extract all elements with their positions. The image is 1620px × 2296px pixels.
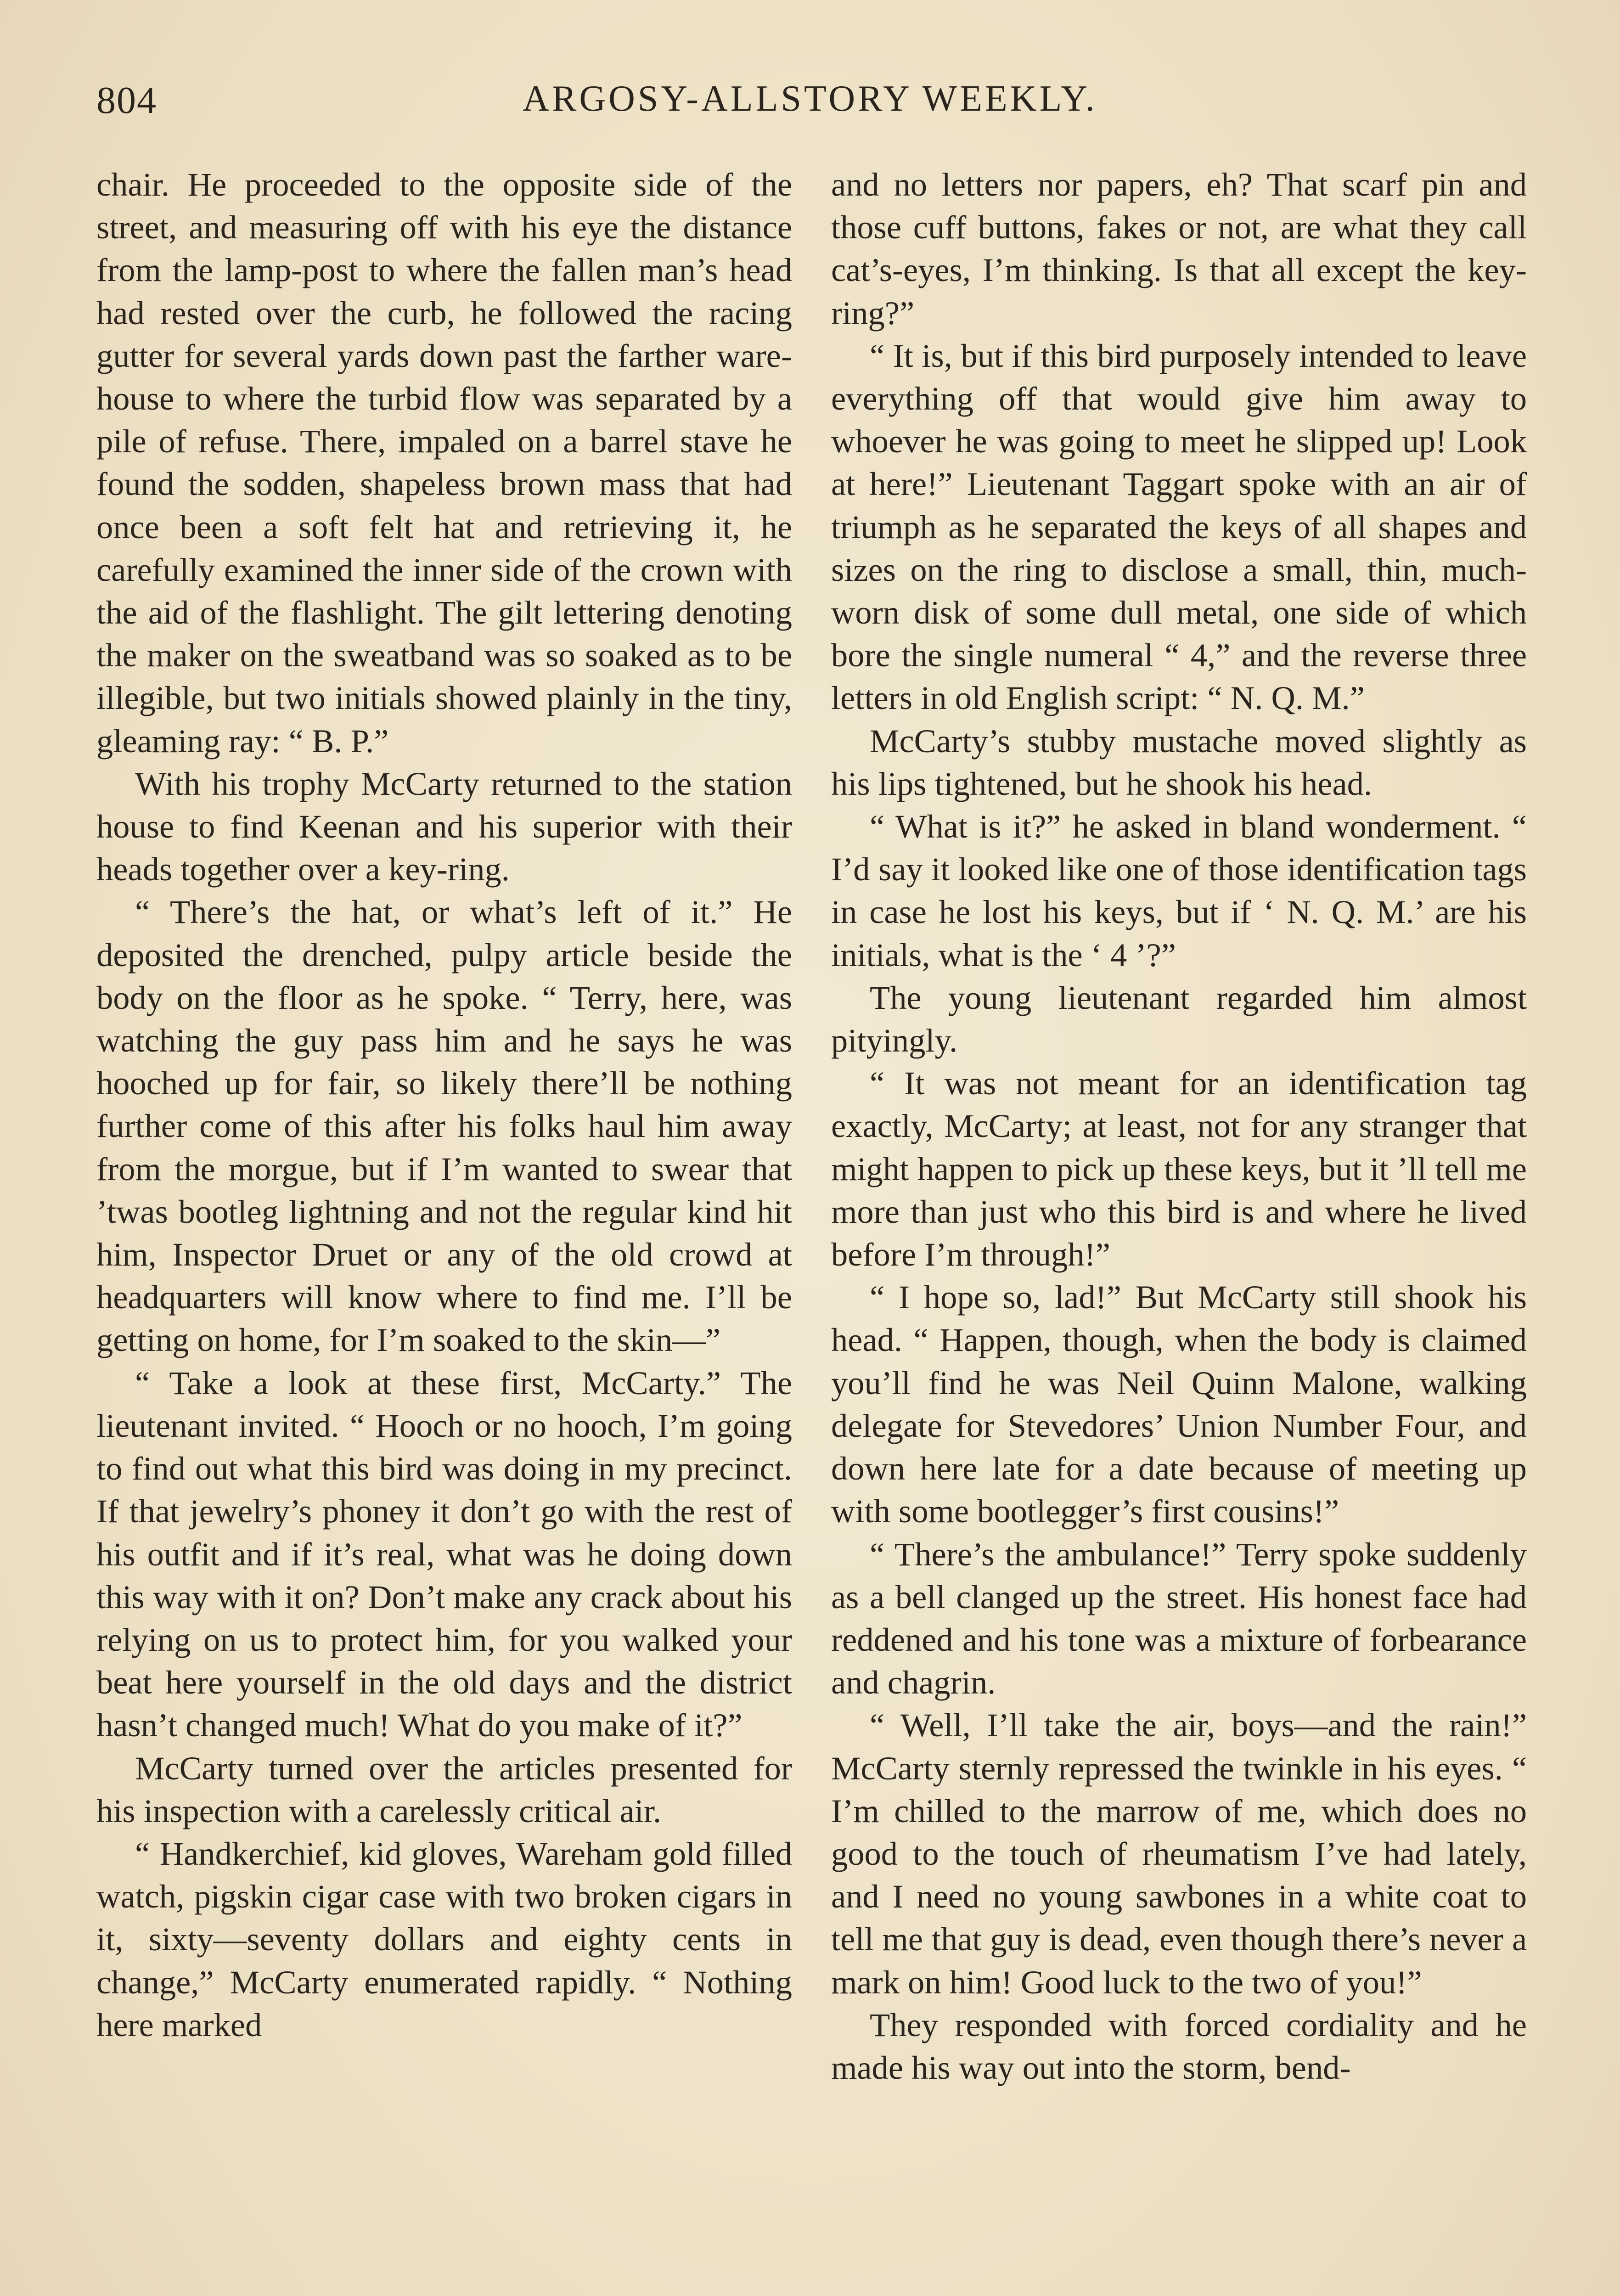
page-number: 804 [96, 79, 157, 122]
page-header [96, 78, 1524, 129]
right-column [831, 163, 1527, 2089]
running-head: ARGOSY-ALLSTORY WEEKLY. [523, 79, 1097, 119]
paragraph: “ Take a look at these first, McCarty.” The lieutenant invited. “ Hooch or no hooch, I’m going to find out what this bird was doing in my precinct. If that jewelry’s phoney it don’t go with the rest of his outfit and if it’s real, what was he doing down this way with it on? Don’t make any crack about his relying on us to protect him, for you walked your beat here yourself in the old days and the district hasn’t changed much! What do you make of it?” [96, 1364, 792, 1744]
paragraph: “ There’s the hat, or what’s left of it.” He deposited the drenched, pulpy article beside the body on the floor as he spoke. “ Terry, here, was watching the guy pass him and he says he was hooched up for fair, so likely there’ll be nothing further come of this after his folks haul him away from the morgue, but if I’m wanted to swear that ’twas bootleg lightning and not the regular kind hit him, Inspector Druet or any of the old crowd at headquarters will know where to find me. I’ll be getting on home, for I’m soaked to the skin—” [96, 893, 792, 1359]
paragraph: “ What is it?” he asked in bland wonderment. “ I’d say it looked like one of those identification tags in case he lost his keys, but if ‘ N. Q. M.’ are his initials, what is the ‘ 4 ’?” [831, 808, 1527, 974]
paragraph: “ It is, but if this bird purposely intended to leave everything off that would give him away to whoever he was going to meet he slipped up! Look at here!” Lieutenant Taggart spoke with an air of triumph as he separated the keys of all shapes and sizes on the ring to disclose a small, thin, muchworn disk of some dull metal, one side of which bore the single numeral “ 4,” and the reverse three letters in old English script: “ N. Q. M.” [831, 337, 1527, 717]
paragraph: With his trophy McCarty returned to the station house to find Keenan and his superior with their heads together over a key-ring. [96, 765, 792, 888]
paragraph: “ There’s the ambulance!” Terry spoke suddenly as a bell clanged up the street. His honest face had reddened and his tone was a mixture of forbearance and chagrin. [831, 1535, 1527, 1701]
paragraph: The young lieutenant regarded him almost pityingly. [831, 979, 1527, 1059]
paragraph: and no letters nor papers, eh? That scarf pin and those cuff buttons, fakes or not, are what they call cat’s-eyes, I’m thinking. Is that all except the key-ring?” [831, 166, 1527, 332]
paragraph: “ Well, I’ll take the air, boys—and the rain!” McCarty sternly repressed the twinkle in his eyes. “ I’m chilled to the marrow of me, which does no good to the touch of rheumatism I’ve had lately, and I need no young sawbones in a white coat to tell me that guy is dead, even though there’s never a mark on him! Good luck to the two of you!” [831, 1706, 1527, 2001]
paragraph: “ It was not meant for an identification tag exactly, McCarty; at least, not for any stranger that might happen to pick up these keys, but it ’ll tell me more than just who this bird is and where he lived before I’m through!” [831, 1064, 1527, 1273]
paragraph: McCarty’s stubby mustache moved slightly as his lips tightened, but he shook his head. [831, 722, 1527, 802]
paragraph: chair. He proceeded to the opposite side of the street, and measuring off with his eye the distance from the lamp-post to where the fallen man’s head had rested over the curb, he followed the racing gutter for several yards down past the farther warehouse to where the turbid flow was separated by a pile of refuse. There, impaled on a barrel stave he found the sodden, shapeless brown mass that had once been a soft felt hat and retrieving it, he carefully examined the inner side of the crown with the aid of the flashlight. The gilt lettering denoting the maker on the sweatband was so soaked as to be illegible, but two initials showed plainly in the tiny, gleaming ray: “ B. P.” [96, 166, 792, 760]
left-column [96, 163, 792, 2046]
paragraph: They responded with forced cordiality and he made his way out into the storm, bend- [831, 2006, 1527, 2086]
paragraph: “ Handkerchief, kid gloves, Wareham gold filled watch, pigskin cigar case with two broken cigars in it, sixty—seventy dollars and eighty cents in change,” McCarty enumerated rapidly. “ Nothing here marked [96, 1835, 792, 2043]
paragraph: McCarty turned over the articles presented for his inspection with a carelessly critical air. [96, 1749, 792, 1829]
paragraph: “ I hope so, lad!” But McCarty still shook his head. “ Happen, though, when the body is claimed you’ll find he was Neil Quinn Malone, walking delegate for Stevedores’ Union Number Four, and down here late for a date because of meeting up with some bootlegger’s first cousins!” [831, 1278, 1527, 1530]
